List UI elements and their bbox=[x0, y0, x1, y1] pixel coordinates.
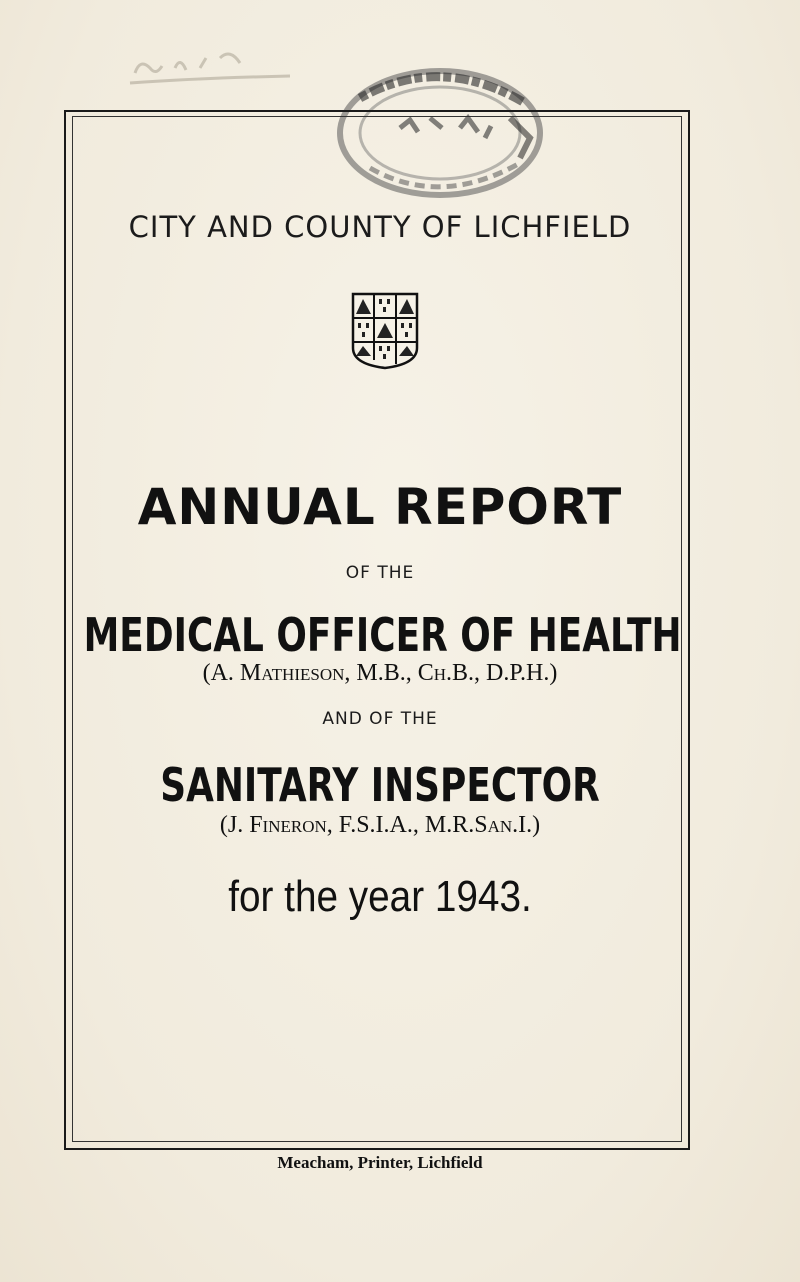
inspector-name: (J. Fineron, F.S.I.A., M.R.San.I.) bbox=[219, 812, 541, 838]
officer-name: (A. Mathieson, M.B., Ch.B., D.P.H.) bbox=[202, 660, 558, 686]
officer-heading: MEDICAL OFFICER OF HEALTH bbox=[83, 608, 682, 662]
of-the-line: OF THE bbox=[345, 563, 415, 583]
report-year: for the year 1943. bbox=[228, 872, 532, 921]
inspector-heading: SANITARY INSPECTOR bbox=[160, 758, 600, 812]
coat-of-arms-icon bbox=[350, 290, 420, 370]
printer-imprint: Meacham, Printer, Lichfield bbox=[277, 1153, 483, 1172]
report-title: ANNUAL REPORT bbox=[137, 478, 623, 536]
authority-heading: CITY AND COUNTY OF LICHFIELD bbox=[128, 210, 632, 244]
handwritten-mark bbox=[120, 28, 290, 88]
and-of-the-line: AND OF THE bbox=[322, 709, 438, 729]
